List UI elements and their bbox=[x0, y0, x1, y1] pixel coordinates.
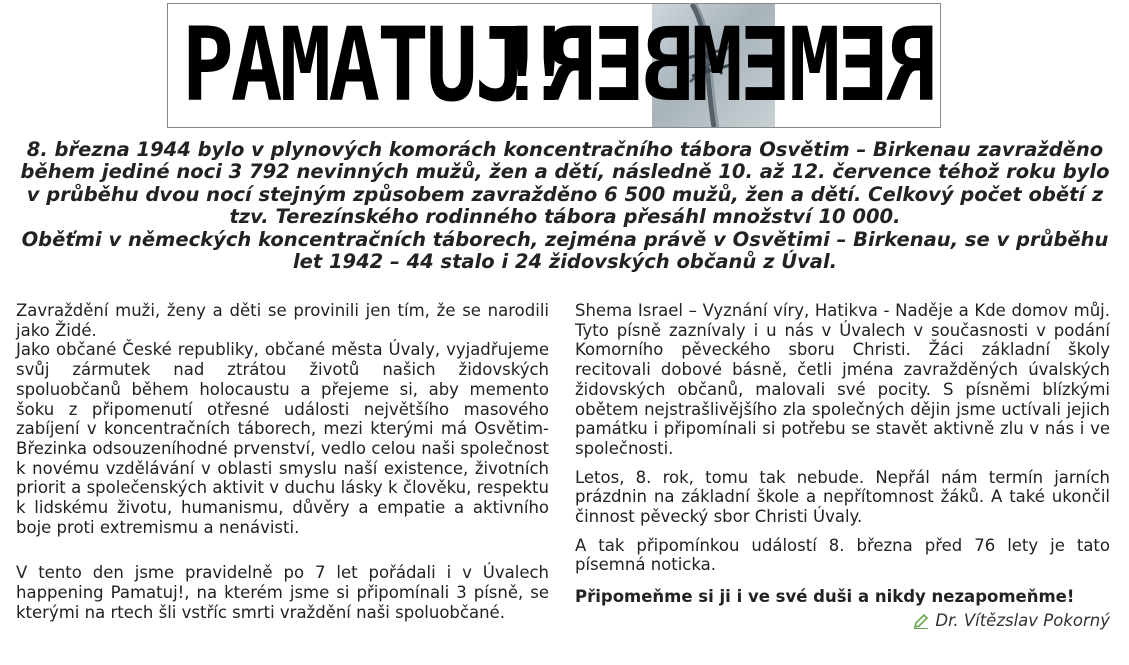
banner-right-word-mirrored bbox=[499, 3, 938, 128]
left-column bbox=[16, 301, 549, 623]
banner-right-word: REMEMBER! bbox=[499, 7, 938, 126]
author-signature bbox=[575, 611, 1110, 634]
left-paragraph-1: Zavraždění muži, ženy a děti se provinili jen tím, že se narodili jako Židé. bbox=[16, 301, 549, 340]
pen-icon bbox=[913, 613, 929, 629]
left-paragraph-2: Jako občané České republiky, občané města Úvaly, vyjadřujeme svůj zármutek nad ztrátou životů našich židovských spoluobčanů během holocaustu a přejeme si, aby memento šoku z připomenutí otřesné události největšího masového zabíjení v koncentračních táborech, mezi kterými má Osvětim-Březinka odsouzeníhodné prvenství, vedlo celou naši společnost k novému vzdělávání v oblasti smyslu naší existence, životních priorit a společenských aktivit v duchu lásky k člověku, respektu k lidskému životu, humanismu, důvěry a empatie a aktivního boje proti extremismu a nenávisti. bbox=[16, 340, 549, 537]
pamatuj-remember-banner bbox=[167, 3, 941, 128]
banner-left-word: PAMATUJ! bbox=[182, 7, 573, 126]
author-name: Dr. Vítězslav Pokorný bbox=[935, 610, 1110, 630]
intro-paragraph-1: 8. března 1944 bylo v plynových komorách koncentračního tábora Osvětim – Birkenau zavražděno během jediné noci 3 792 nevinných mužů, žen a dětí, následně 10. až 12. července téhož roku bylo v průběhu dvou nocí stejným způsobem zavražděno 6 500 mužů, žen a dětí. Celkový počet obětí z tzv. Terezínského rodinného tábora přesáhl množství 10 000. bbox=[20, 138, 1110, 229]
right-paragraph-1: Shema Israel – Vyznání víry, Hatikva - Naděje a Kde domov můj. Tyto písně zaznívaly i u nás v Úvalech v současnosti v podání Komorního pěveckého sboru Christi. Žáci základní školy recitovali dobové básně, četli jména zavražděných úvalských židovských občanů, malovali své pocity. S písněmi blízkými obětem nejstrašlivějšího zla společných dějin jsme uctívali jejich památku i připomínali si potřebu se stavět aktivně zlu v nás i ve společnosti. bbox=[575, 301, 1110, 458]
left-paragraph-3: V tento den jsme pravidelně po 7 let pořádali i v Úvalech happening Pamatuj!, na kterém jsme si připomínali 3 písně, se kterými na rtech šli vstříc smrti vraždění naši spoluobčané. bbox=[16, 563, 549, 622]
right-paragraph-2: Letos, 8. rok, tomu tak nebude. Nepřál nám termín jarních prázdnin na základní škole a nepřítomnost žáků. A také ukončil činnost pěvecký sbor Christi Úvaly. bbox=[575, 467, 1110, 527]
intro-paragraph-2: Oběťmi v německých koncentračních táborech, zejména právě v Osvětimi – Birkenau, se v průběhu let 1942 – 44 stalo i 24 židovských občanů z Úval. bbox=[21, 227, 1109, 274]
intro-section bbox=[20, 139, 1110, 273]
right-column bbox=[575, 301, 1110, 633]
closing-line: Připomeňme si ji i ve své duši a nikdy nezapomeňme! bbox=[575, 587, 1075, 607]
right-paragraph-3: A tak připomínkou událostí 8. března před 76 lety je tato písemná noticka. bbox=[575, 535, 1110, 575]
